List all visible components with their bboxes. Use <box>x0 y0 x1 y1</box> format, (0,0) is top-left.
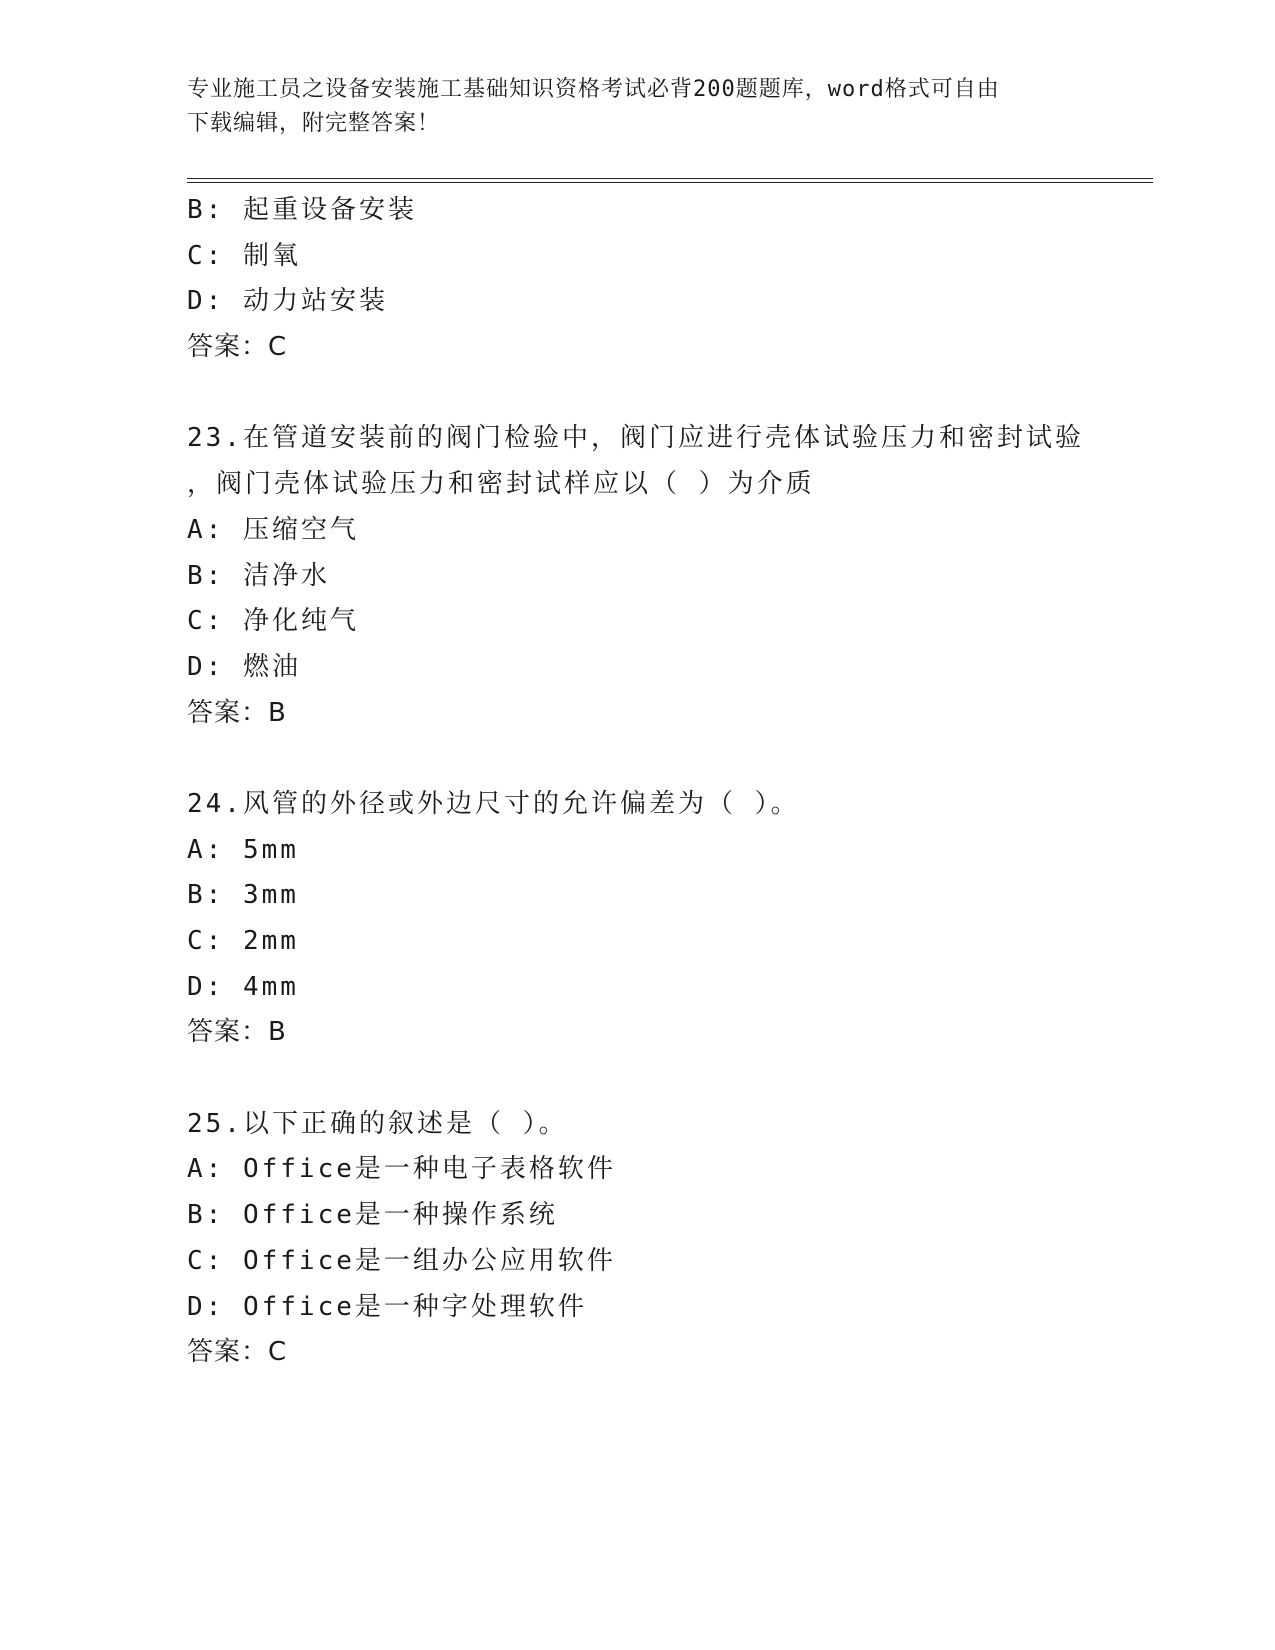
spacer <box>187 371 1087 417</box>
option-d: D: 4mm <box>187 971 299 1002</box>
option-a: A: Office是一种电子表格软件 <box>187 1154 616 1185</box>
option-a: A: 压缩空气 <box>187 514 359 545</box>
answer: 答案：C <box>187 332 288 363</box>
option-d: D: 动力站安装 <box>187 286 388 317</box>
answer: 答案：B <box>187 697 287 728</box>
option-c: C: 制氧 <box>187 240 301 271</box>
spacer <box>187 736 1087 782</box>
option-d: D: Office是一种字处理软件 <box>187 1291 587 1322</box>
header-divider-bottom <box>187 182 1153 183</box>
option-c: C: 净化纯气 <box>187 606 359 637</box>
option-b: B: 洁净水 <box>187 560 330 591</box>
question-25 <box>187 1102 1087 1376</box>
question-stem: 23.在管道安装前的阀门检验中，阀门应进行壳体试验压力和密封试验 <box>187 423 1084 454</box>
document-header <box>187 73 1067 141</box>
header-line-1: 专业施工员之设备安装施工基础知识资格考试必背200题题库，word格式可自由 <box>187 77 1000 102</box>
option-b: B: 起重设备安装 <box>187 195 417 225</box>
answer: 答案：B <box>187 1017 287 1048</box>
question-stem: 24.风管的外径或外边尺寸的允许偏差为（ ）。 <box>187 788 800 819</box>
answer: 答案：C <box>187 1337 288 1368</box>
option-d: D: 燃油 <box>187 651 301 682</box>
question-24 <box>187 782 1087 1056</box>
carryover-block <box>187 188 1087 371</box>
spacer <box>187 1056 1087 1102</box>
option-b: B: 3mm <box>187 880 299 911</box>
question-stem-continued: ，阀门壳体试验压力和密封试样应以（ ）为介质 <box>187 469 815 500</box>
option-b: B: Office是一种操作系统 <box>187 1200 558 1231</box>
option-c: C: Office是一组办公应用软件 <box>187 1245 616 1276</box>
option-a: A: 5mm <box>187 834 299 865</box>
question-stem: 25.以下正确的叙述是（ ）。 <box>187 1108 568 1139</box>
question-list <box>187 188 1087 1376</box>
header-line-2: 下载编辑，附完整答案！ <box>187 111 441 136</box>
header-divider-top <box>187 178 1153 179</box>
question-23 <box>187 416 1087 736</box>
option-c: C: 2mm <box>187 926 299 956</box>
